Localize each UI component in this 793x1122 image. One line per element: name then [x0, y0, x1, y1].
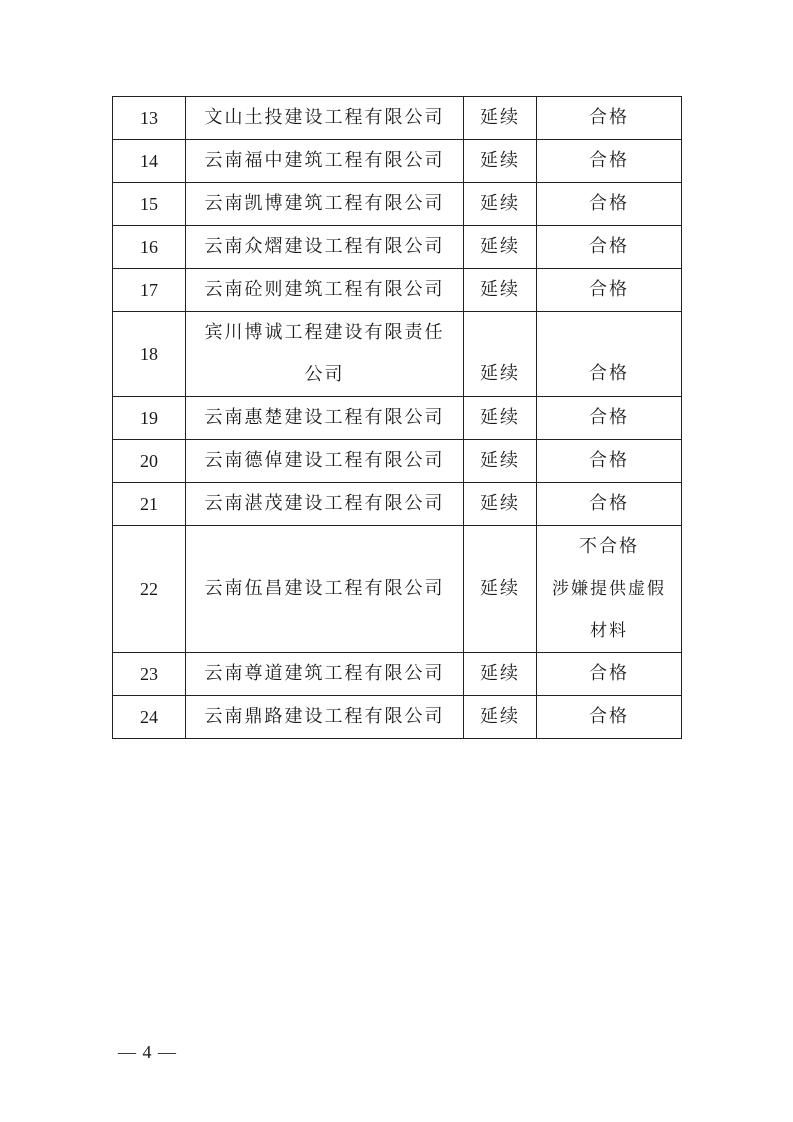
company-name-line: 公司 [304, 364, 345, 385]
review-result: 合格 [537, 140, 682, 183]
table-row [113, 440, 682, 483]
row-number: 22 [113, 526, 186, 653]
row-number: 20 [113, 440, 186, 483]
review-result: 合格 [537, 97, 682, 140]
review-result: 合格 [537, 696, 682, 739]
review-result: 合格 [537, 269, 682, 312]
application-type: 延续 [464, 97, 537, 140]
company-name: 云南鼎路建设工程有限公司 [186, 696, 464, 739]
company-name: 云南尊道建筑工程有限公司 [186, 653, 464, 696]
company-name: 云南砼则建筑工程有限公司 [186, 269, 464, 312]
application-type: 延续 [464, 312, 537, 397]
application-type: 延续 [464, 397, 537, 440]
row-number: 16 [113, 226, 186, 269]
company-name: 云南福中建筑工程有限公司 [186, 140, 464, 183]
review-result: 合格 [537, 653, 682, 696]
company-name [186, 312, 464, 397]
row-number: 14 [113, 140, 186, 183]
company-name: 云南湛茂建设工程有限公司 [186, 483, 464, 526]
company-name: 文山土投建设工程有限公司 [186, 97, 464, 140]
application-type: 延续 [464, 653, 537, 696]
review-result: 合格 [537, 226, 682, 269]
review-result: 合格 [537, 397, 682, 440]
table-row [113, 397, 682, 440]
row-number: 13 [113, 97, 186, 140]
result-status: 不合格 [579, 536, 639, 557]
table-row [113, 653, 682, 696]
review-result: 合格 [537, 440, 682, 483]
row-number: 24 [113, 696, 186, 739]
company-name: 云南众熠建设工程有限公司 [186, 226, 464, 269]
application-type: 延续 [464, 183, 537, 226]
application-type: 延续 [464, 526, 537, 653]
application-type: 延续 [464, 226, 537, 269]
row-number: 23 [113, 653, 186, 696]
row-number: 21 [113, 483, 186, 526]
company-name: 云南德倬建设工程有限公司 [186, 440, 464, 483]
table-row [113, 226, 682, 269]
table-row [113, 183, 682, 226]
table-row [113, 269, 682, 312]
table-row [113, 483, 682, 526]
table-row [113, 696, 682, 739]
results-table [112, 96, 682, 739]
table-row [113, 312, 682, 397]
row-number: 15 [113, 183, 186, 226]
table-row [113, 140, 682, 183]
row-number: 17 [113, 269, 186, 312]
application-type: 延续 [464, 696, 537, 739]
review-result [537, 526, 682, 653]
application-type: 延续 [464, 140, 537, 183]
company-name: 云南凯博建筑工程有限公司 [186, 183, 464, 226]
company-name: 云南惠楚建设工程有限公司 [186, 397, 464, 440]
company-name: 云南伍昌建设工程有限公司 [186, 526, 464, 653]
page-number: — 4 — [118, 1042, 177, 1062]
application-type: 延续 [464, 269, 537, 312]
review-result: 合格 [537, 183, 682, 226]
review-result: 合格 [537, 483, 682, 526]
result-remark-line: 涉嫌提供虚假 [552, 579, 666, 599]
application-type: 延续 [464, 483, 537, 526]
table-row [113, 97, 682, 140]
result-remark-line: 材料 [590, 621, 628, 641]
review-result: 合格 [537, 312, 682, 397]
row-number: 19 [113, 397, 186, 440]
company-name-line: 宾川博诚工程建设有限责任 [204, 322, 445, 343]
table-row [113, 526, 682, 653]
application-type: 延续 [464, 440, 537, 483]
row-number: 18 [113, 312, 186, 397]
